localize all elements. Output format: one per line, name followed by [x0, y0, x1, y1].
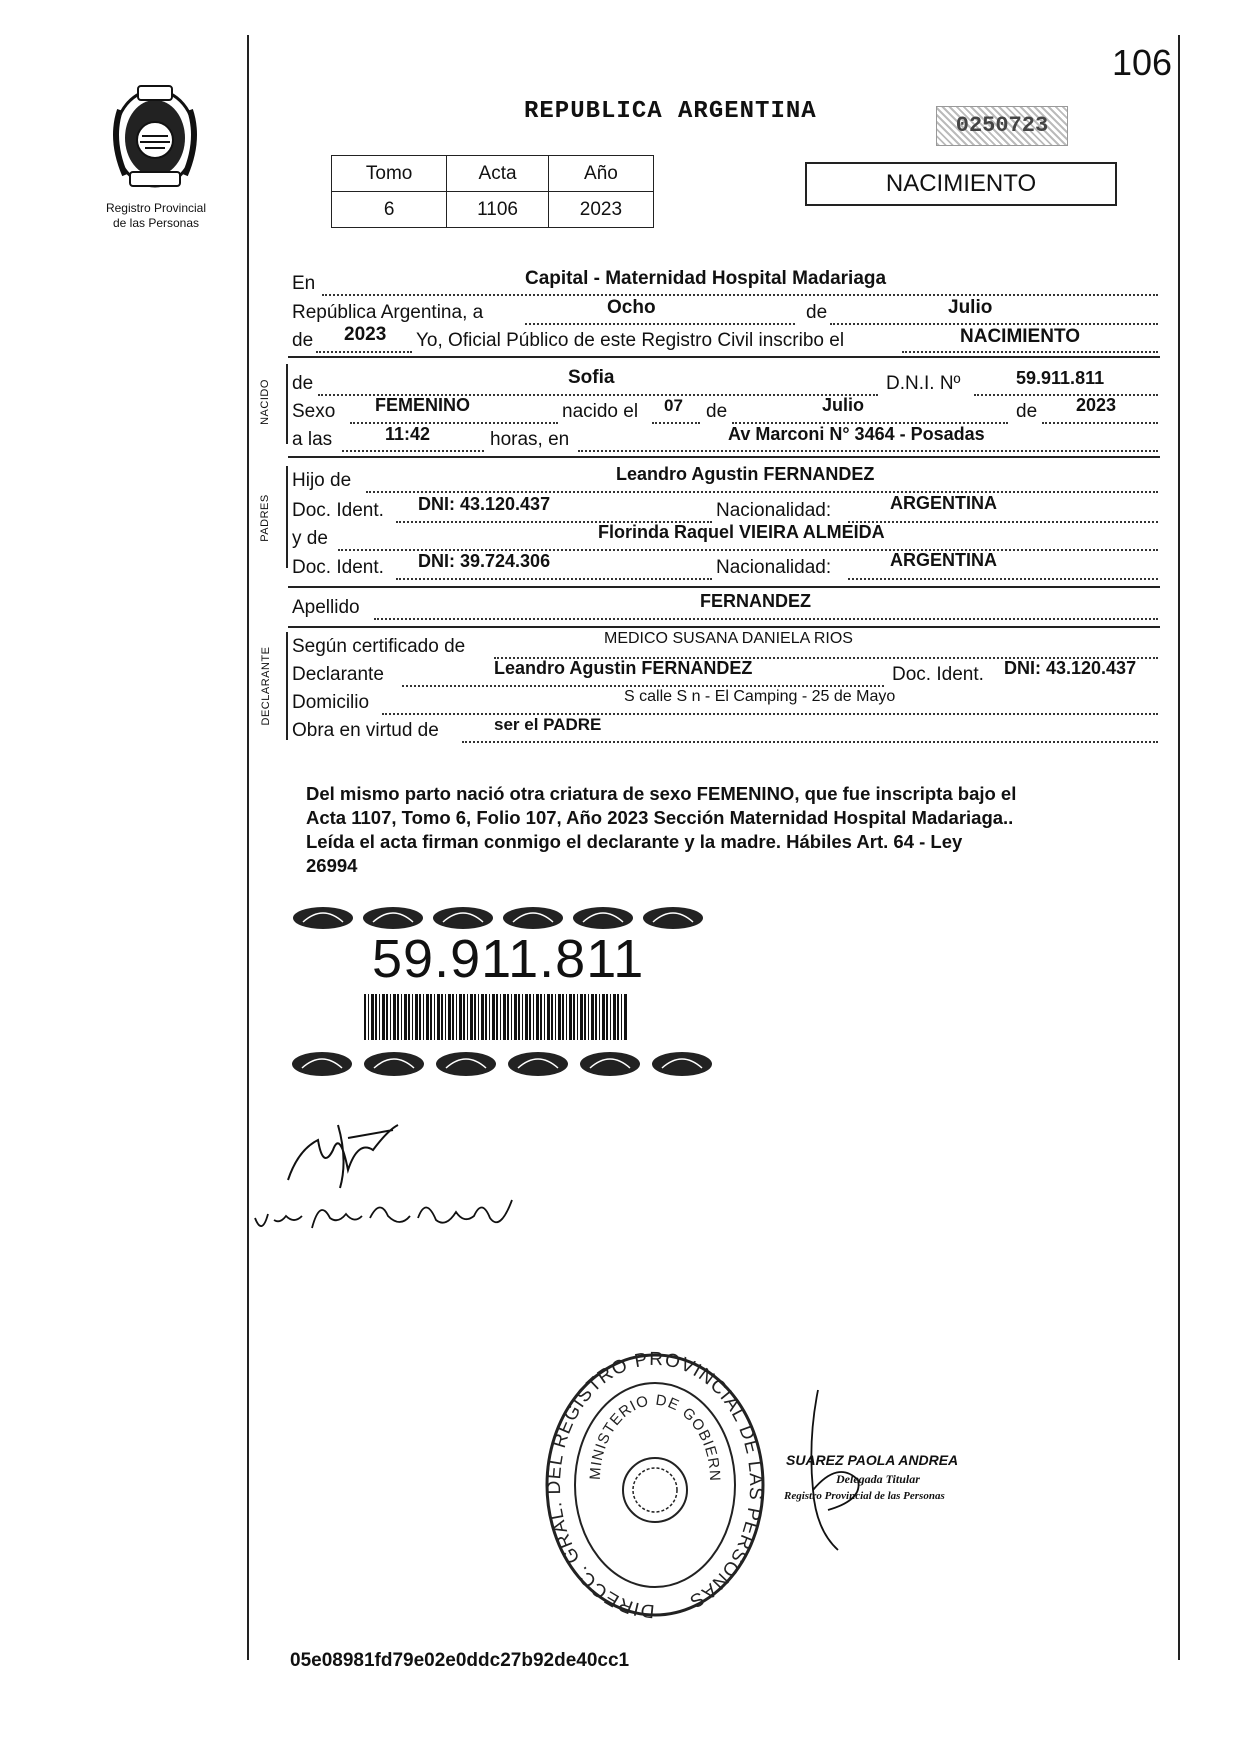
label-doc-ident-madre: Doc. Ident. [292, 557, 384, 578]
dni-sticker-number: 59.911.811 [372, 929, 645, 989]
value-certificado: MEDICO SUSANA DANIELA RIOS [604, 630, 853, 647]
value-sexo: FEMENINO [375, 395, 471, 415]
issuer-line-2: de las Personas [112, 216, 200, 230]
value-declarante: Leandro Agustin FERNANDEZ [494, 658, 753, 678]
label-horas-en: horas, en [490, 429, 570, 450]
value-tipo: NACIMIENTO [960, 326, 1080, 347]
value-domicilio: S calle S n - El Camping - 25 de Mayo [624, 688, 896, 705]
label-de-anio: de [292, 330, 314, 351]
register-header-tomo: Tomo [332, 156, 447, 192]
notes-paragraph [306, 782, 1156, 878]
divider [288, 626, 1160, 628]
label-de: de [806, 302, 828, 323]
label-obra: Obra en virtud de [292, 720, 439, 741]
dotline [974, 394, 1158, 396]
dotline [1042, 422, 1158, 424]
dotline [830, 323, 1158, 325]
official-org: Registro Provincial de las Personas [784, 1490, 945, 1502]
label-yo: Yo, Oficial Público de este Registro Civil inscribo el [416, 330, 845, 351]
dotline [316, 351, 412, 353]
dotline [848, 521, 1158, 523]
document-hash: 05e08981fd79e02e0ddc27b92de40cc1 [290, 1650, 630, 1671]
dni-sticker [282, 898, 727, 1084]
country-title: REPUBLICA ARGENTINA [524, 98, 817, 125]
value-padre-nac: ARGENTINA [890, 493, 997, 513]
seal-ring-text: DIRECC. GRAL. DEL REGISTRO PROVINCIAL DE LAS PERSONAS [543, 1350, 767, 1620]
label-a-las: a las [292, 429, 333, 450]
value-nac-dia: 07 [664, 396, 683, 415]
section-bracket [286, 632, 288, 740]
register-table [331, 155, 654, 228]
label-de-nombre: de [292, 373, 314, 394]
security-pattern-bottom [282, 1048, 722, 1082]
dotline [578, 450, 1158, 452]
label-nacionalidad-padre: Nacionalidad: [716, 500, 832, 521]
mother-signature [250, 1188, 520, 1240]
section-bracket [286, 466, 288, 568]
section-bracket [286, 364, 288, 444]
dotline [342, 450, 484, 452]
value-nac-anio: 2023 [1076, 395, 1117, 415]
value-madre-dni: DNI: 39.724.306 [418, 551, 551, 571]
dotline [462, 741, 1158, 743]
value-lugar: Capital - Maternidad Hospital Madariaga [525, 268, 887, 289]
value-madre-nac: ARGENTINA [890, 550, 997, 570]
value-declarante-dni: DNI: 43.120.437 [1004, 658, 1137, 678]
dotline [396, 578, 712, 580]
divider [288, 586, 1160, 588]
doc-type-box: NACIMIENTO [805, 162, 1117, 206]
divider [288, 356, 1160, 358]
register-value-acta: 1106 [447, 192, 549, 228]
label-y-de: y de [292, 528, 328, 549]
notes-line: 26994 [306, 855, 358, 876]
label-nacionalidad-madre: Nacionalidad: [716, 557, 832, 578]
label-de-anio-nac: de [1016, 401, 1038, 422]
dotline [525, 323, 795, 325]
section-declarante: DECLARANTE [260, 646, 272, 726]
dotline [322, 294, 1158, 296]
right-margin-line [1178, 35, 1180, 1660]
label-republica: República Argentina, a [292, 302, 484, 323]
issuer-line-1: Registro Provincial [105, 201, 207, 215]
register-value-anio: 2023 [548, 192, 653, 228]
dotline [848, 578, 1158, 580]
value-domicilio-nac: Av Marconi N° 3464 - Posadas [728, 424, 985, 444]
official-role: Delegada Titular [836, 1472, 920, 1486]
divider [288, 456, 1160, 458]
label-hijo-de: Hijo de [292, 470, 352, 491]
value-hora: 11:42 [385, 424, 431, 444]
dotline [902, 351, 1158, 353]
label-doc-ident-declarante: Doc. Ident. [892, 664, 984, 685]
official-seal [540, 1350, 770, 1620]
section-padres: PADRES [259, 494, 271, 542]
value-mes: Julio [948, 297, 993, 318]
official-signature [768, 1380, 878, 1560]
value-nac-mes: Julio [822, 395, 865, 415]
dotline [350, 422, 558, 424]
label-dni-no: D.N.I. Nº [886, 373, 961, 394]
register-value-tomo: 6 [332, 192, 447, 228]
label-de-mes: de [706, 401, 728, 422]
dotline [374, 618, 1158, 620]
seal-inner-text: MINISTERIO DE GOBIERN [586, 1391, 724, 1483]
label-doc-ident-padre: Doc. Ident. [292, 500, 384, 521]
value-anio: 2023 [344, 324, 387, 345]
stamp-number: 0250723 [936, 106, 1068, 146]
label-apellido: Apellido [292, 597, 360, 618]
register-header-acta: Acta [447, 156, 549, 192]
section-nacido: NACIDO [259, 379, 271, 425]
register-header-anio: Año [548, 156, 653, 192]
dotline [402, 685, 884, 687]
label-en: En [292, 273, 316, 294]
dotline [366, 491, 1158, 493]
value-nombre: Sofia [568, 367, 615, 388]
label-declarante: Declarante [292, 664, 384, 685]
declarant-signature [278, 1110, 418, 1192]
value-apellido: FERNANDEZ [700, 591, 811, 611]
value-padre: Leandro Agustin FERNANDEZ [616, 464, 875, 484]
left-margin-line [247, 35, 249, 1660]
dotline [652, 422, 700, 424]
barcode [364, 994, 628, 1040]
page-number: 106 [1112, 42, 1173, 83]
notes-line: Leída el acta firman conmigo el declarante y la madre. Hábiles Art. 64 - Ley [306, 831, 963, 852]
official-name: SUAREZ PAOLA ANDREA [786, 1452, 959, 1468]
value-dia-letras: Ocho [607, 297, 656, 318]
notes-line: Del mismo parto nació otra criatura de sexo FEMENINO, que fue inscripta bajo el [306, 783, 1017, 804]
security-pattern-top [288, 898, 718, 932]
label-nacido-el: nacido el [562, 401, 639, 422]
notes-line: Acta 1107, Tomo 6, Folio 107, Año 2023 Sección Maternidad Hospital Madariaga.. [306, 807, 1014, 828]
value-dni: 59.911.811 [1016, 368, 1105, 388]
value-obra: ser el PADRE [494, 715, 602, 734]
value-madre: Florinda Raquel VIEIRA ALMEIDA [598, 522, 885, 542]
label-domicilio: Domicilio [292, 692, 370, 713]
province-logo [100, 80, 210, 195]
label-segun: Según certificado de [292, 636, 466, 657]
label-sexo: Sexo [292, 401, 336, 422]
value-padre-dni: DNI: 43.120.437 [418, 494, 551, 514]
